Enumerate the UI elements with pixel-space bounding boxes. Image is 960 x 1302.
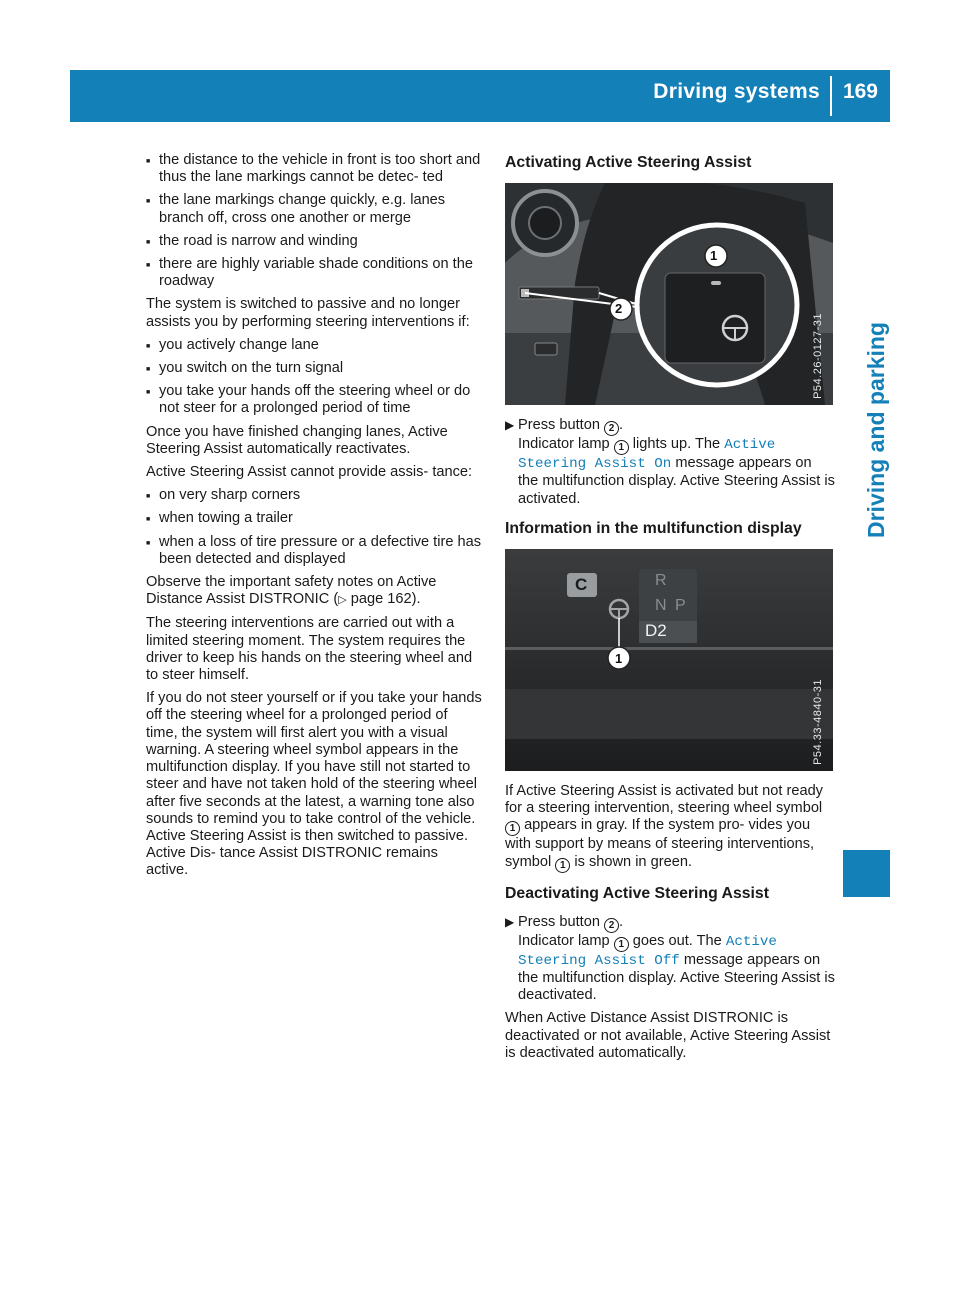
callout-2-icon: 2 — [604, 918, 619, 933]
paragraph-text: appears in gray. If the system pro- vides you with support by means of steering interventions, symbol — [505, 817, 815, 870]
list-item: ■ you switch on the turn signal — [146, 360, 483, 377]
drive-mode-indicator: C — [575, 575, 588, 595]
section-heading: Deactivating Active Steering Assist — [505, 884, 769, 902]
section-side-tab — [843, 280, 890, 540]
paragraph: The steering interventions are carried out with a limited steering moment. The system requires the driver to keep his hands on the steering wheel and to steer himself. — [146, 615, 473, 684]
step-text: message appears on the multifunction display. Active Steering Assist is activated. — [518, 455, 835, 507]
left-column — [146, 152, 483, 886]
list-item: ■ you take your hands off the steering wheel or do not steer for a prolonged period of time — [146, 383, 483, 417]
header-bar — [70, 70, 890, 122]
callout-2-icon: 2 — [604, 421, 619, 436]
steering-wheel-illustration — [505, 183, 833, 405]
step-text: Press button — [518, 417, 600, 434]
multifunction-display-figure — [505, 549, 833, 771]
paragraph: The system is switched to passive and no longer assists you by performing steering interventions if: — [146, 296, 470, 330]
callout-1-icon: 1 — [614, 937, 629, 952]
paragraph: If you do not steer yourself or if you take your hands off the steering wheel for a prolonged period of time, the system will first alert you with a visual warning. A steering wheel symbol appears in the multifunction display. If you have still not started to steer and have not taken hold of the steering wheel after five seconds at the latest, a warning tone also sounds to remind you to take control of the vehicle. Active Steering Assist is then switched to passive. Active Dis- tance Assist DISTRONIC remains active. — [146, 690, 482, 879]
instruction-step: ▶ Press button 2 . Indicator lamp 1 goes out. The Active Steering Assist Off message appears on the multifunction display. Active Steering Assist is deactivated. — [505, 913, 835, 1004]
step-arrow-icon: ▶ — [505, 418, 515, 433]
callout-1-label: 1 — [615, 651, 623, 667]
callout-1-icon: 1 — [555, 858, 570, 873]
step-text: Indicator lamp — [518, 932, 610, 949]
gear-d-indicator: D2 — [645, 621, 667, 641]
display-message: Active Steering Assist Off — [518, 933, 777, 969]
section-heading: Activating Active Steering Assist — [505, 154, 752, 171]
right-column — [505, 152, 835, 1068]
step-arrow-icon: ▶ — [505, 914, 515, 929]
paragraph: When Active Distance Assist DISTRONIC is deactivated or not available, Active Steering Assist is deactivated automatically. — [505, 1010, 831, 1061]
list-item: ■ there are highly variable shade conditions on the roadway — [146, 256, 483, 290]
figure-code: P54.26-0127-31 — [811, 313, 824, 400]
paragraph: Active Steering Assist cannot provide assis- tance: — [146, 464, 473, 481]
callout-2-label: 2 — [615, 301, 623, 317]
gear-r-indicator: R — [655, 572, 667, 590]
section-side-tab-label: Driving and parking — [863, 322, 889, 538]
list-item: ■ when a loss of tire pressure or a defective tire has been detected and displayed — [146, 534, 483, 568]
step-text: lights up. The — [632, 436, 721, 453]
paragraph-text: ). — [411, 591, 421, 608]
page-ref-icon: ▷ — [338, 594, 347, 607]
step-text: Press button — [518, 913, 600, 930]
list-item: ■ the lane markings change quickly, e.g. lanes branch off, cross one another or merge — [146, 192, 483, 226]
paragraph: Once you have finished changing lanes, Active Steering Assist automatically reactivates. — [146, 423, 448, 457]
gear-n-indicator: N — [655, 597, 667, 615]
page-reference-link[interactable]: page 162 — [350, 591, 412, 608]
paragraph — [505, 783, 835, 873]
side-marker-block — [843, 850, 890, 897]
paragraph-text: Observe the important safety notes on Active Distance Assist DISTRONIC ( — [146, 574, 437, 608]
callout-1-icon: 1 — [505, 821, 520, 836]
figure-code: P54.33-4840-31 — [811, 679, 824, 766]
display-message: Active Steering Assist On — [518, 437, 776, 473]
step-text: Indicator lamp — [518, 436, 610, 453]
section-heading: Information in the multifunction display — [505, 519, 802, 537]
paragraph — [146, 574, 483, 609]
gear-p-indicator: P — [675, 597, 686, 615]
list-item: ■ when towing a trailer — [146, 510, 483, 527]
steering-button-figure — [505, 183, 833, 405]
step-text: goes out. The — [632, 932, 722, 949]
list-item: ■ the distance to the vehicle in front is too short and thus the lane markings cannot be detec- ted — [146, 152, 483, 186]
list-item: ■ you actively change lane — [146, 337, 483, 354]
step-text: message appears on the multifunction display. Active Steering Assist is deactivated. — [518, 951, 835, 1004]
instruction-step: ▶ Press button 2 . Indicator lamp 1 lights up. The Active Steering Assist On message appears on the multifunction display. Active Steering Assist is activated. — [505, 417, 835, 507]
callout-1-icon: 1 — [614, 440, 629, 455]
list-item: ■ on very sharp corners — [146, 487, 483, 504]
header-divider — [830, 76, 832, 116]
list-item: ■ the road is narrow and winding — [146, 233, 483, 250]
chapter-title: Driving systems — [653, 80, 820, 103]
paragraph-text: is shown in green. — [574, 853, 692, 870]
multifunction-display-illustration — [505, 549, 833, 771]
paragraph-text: If Active Steering Assist is activated but not ready for a steering intervention, steering wheel symbol — [505, 783, 823, 817]
page-number: 169 — [842, 80, 878, 103]
callout-1-label: 1 — [710, 248, 718, 264]
